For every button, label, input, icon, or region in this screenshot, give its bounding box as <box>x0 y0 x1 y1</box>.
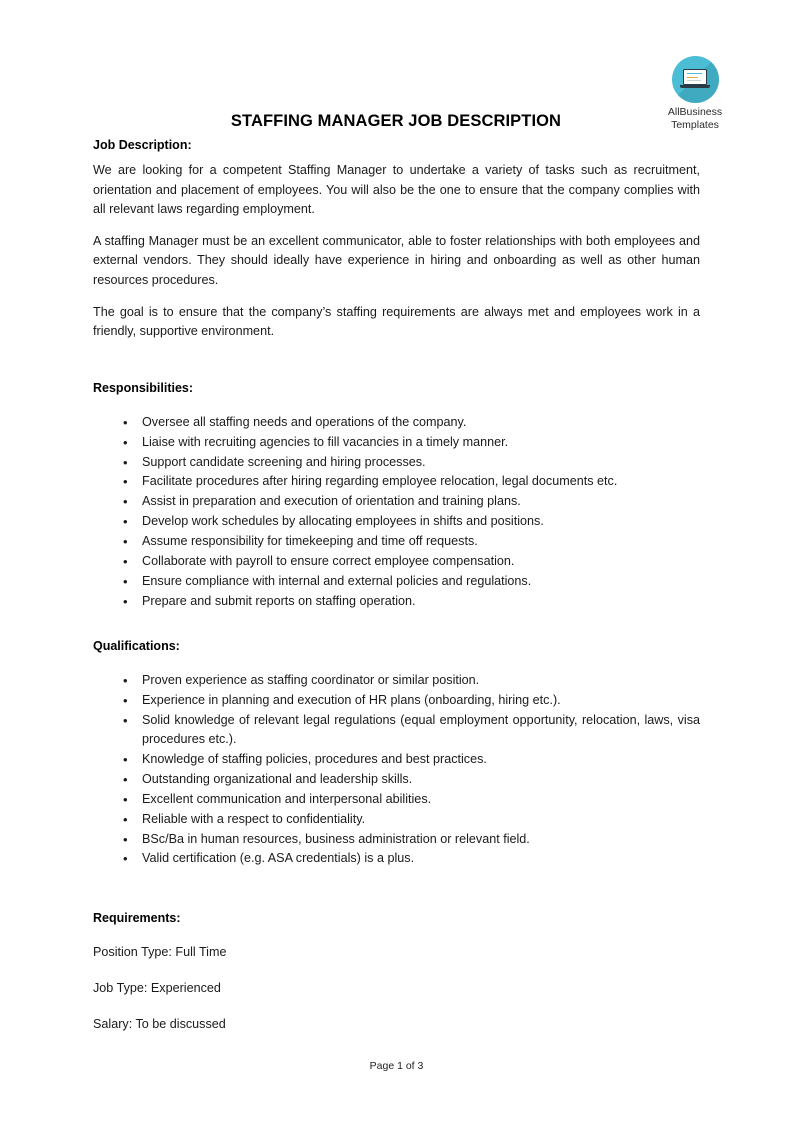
list-item: • BSc/Ba in human resources, business administration or relevant field. <box>93 830 700 849</box>
laptop-icon <box>680 69 710 91</box>
laptop-base <box>680 85 710 89</box>
list-item: • Ensure compliance with internal and external policies and regulations. <box>93 572 700 591</box>
requirement-line: Job Type: Experienced <box>93 980 221 995</box>
spacer <box>93 662 700 671</box>
list-item: • Valid certification (e.g. ASA credentials) is a plus. <box>93 849 700 868</box>
list-item: • Solid knowledge of relevant legal regulations (equal employment opportunity, relocation, laws, visa procedures etc.). <box>93 711 700 750</box>
document-body <box>93 138 700 1050</box>
job-description-paragraph: A staffing Manager must be an excellent communicator, able to foster relationships with both employees and external vendors. They should ideally have experience in hiring and onboarding as well as other human resources procedures. <box>93 233 700 287</box>
list-item: • Knowledge of staffing policies, procedures and best practices. <box>93 750 700 769</box>
page-title: STAFFING MANAGER JOB DESCRIPTION <box>230 112 562 130</box>
job-description-paragraph: We are looking for a competent Staffing Manager to undertake a variety of tasks such as recruitment, orientation and placement of employees. You will also be the one to ensure that the company complies with all relevant laws regarding employment. <box>93 163 700 217</box>
screen-line-2 <box>687 77 698 79</box>
job-description-paragraph: The goal is to ensure that the company’s staffing requirements are always met and employees work in a friendly, supportive environment. <box>93 304 700 339</box>
list-item: • Support candidate screening and hiring processes. <box>93 453 700 472</box>
logo-text-line-1: AllBusiness <box>667 106 723 118</box>
list-item: • Assist in preparation and execution of orientation and training plans. <box>93 492 700 511</box>
spacer <box>93 869 700 911</box>
list-item: • Oversee all staffing needs and operations of the company. <box>93 413 700 432</box>
responsibilities-list <box>93 413 700 612</box>
list-item: • Collaborate with payroll to ensure correct employee compensation. <box>93 552 700 571</box>
logo-text-line-2: Templates <box>671 118 719 131</box>
spacer <box>93 612 700 639</box>
logo-circle-icon <box>672 56 719 103</box>
section-heading-job-description: Job Description: <box>93 138 192 152</box>
list-item: • Facilitate procedures after hiring regarding employee relocation, legal documents etc. <box>93 472 700 491</box>
page-footer: Page 1 of 3 <box>369 1060 424 1072</box>
screen-line-1 <box>687 73 702 75</box>
list-item: • Experience in planning and execution of HR plans (onboarding, hiring etc.). <box>93 691 700 710</box>
list-item: • Proven experience as staffing coordinator or similar position. <box>93 671 700 690</box>
spacer <box>93 404 700 413</box>
section-heading-requirements: Requirements: <box>93 911 181 926</box>
requirement-line: Salary: To be discussed <box>93 1016 226 1031</box>
section-heading-qualifications: Qualifications: <box>93 638 180 653</box>
screen-line-3 <box>687 80 701 82</box>
spacer <box>93 934 700 943</box>
laptop-screen <box>683 69 707 85</box>
list-item: • Develop work schedules by allocating employees in shifts and positions. <box>93 512 700 531</box>
list-item: • Liaise with recruiting agencies to fill vacancies in a timely manner. <box>93 433 700 452</box>
section-heading-responsibilities: Responsibilities: <box>93 380 194 395</box>
list-item: • Assume responsibility for timekeeping and time off requests. <box>93 532 700 551</box>
list-item: • Reliable with a respect to confidentiality. <box>93 810 700 829</box>
qualifications-list <box>93 671 700 869</box>
list-item: • Prepare and submit reports on staffing operation. <box>93 592 700 611</box>
requirement-line: Position Type: Full Time <box>93 945 227 960</box>
spacer <box>93 354 700 381</box>
list-item: • Outstanding organizational and leadership skills. <box>93 770 700 789</box>
list-item: • Excellent communication and interpersonal abilities. <box>93 790 700 809</box>
